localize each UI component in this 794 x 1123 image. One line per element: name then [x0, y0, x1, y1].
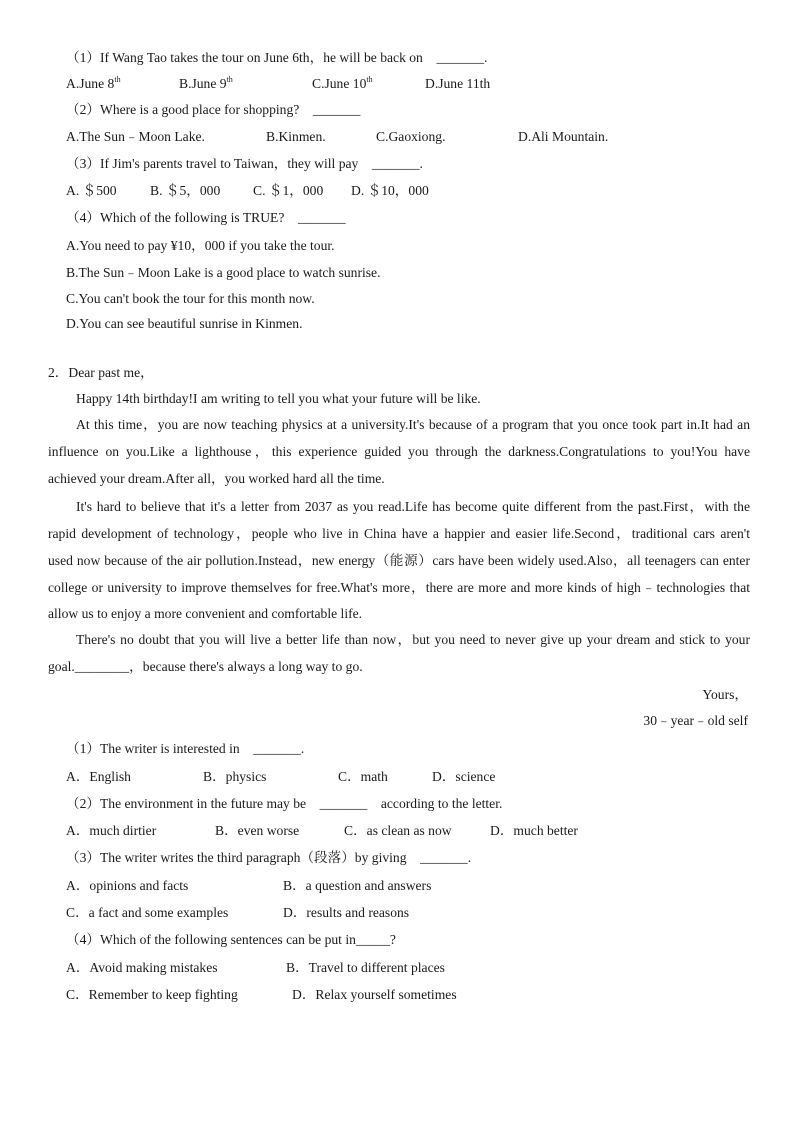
letter-paragraph-3-line-2: rapid development of technology，people who live in China have a happier and easier life.Second，traditional cars aren't	[48, 526, 750, 541]
letter-paragraph-2-line-1: At this time，you are now teaching physics at a university.It's because of a program that you once took part in.It had an	[76, 417, 750, 432]
q1-sub4-option-c: C.You can't book the tour for this month now.	[66, 291, 315, 306]
q1-sub2-option-a: A.The Sun﹣Moon Lake.	[66, 129, 205, 144]
q2-sub2-option-a: A．much dirtier	[66, 823, 157, 838]
letter-paragraph-2-line-3: achieved your dream.After all，you worked hard all the time.	[48, 471, 385, 486]
q1-sub2-option-d: D.Ali Mountain.	[518, 129, 609, 144]
q1-sub1-stem: （1）If Wang Tao takes the tour on June 6th，he will be back on _______.	[66, 50, 488, 65]
q1-sub3-option-d: D. ＄10，000	[351, 183, 429, 198]
q1-sub3-option-a: A. ＄500	[66, 183, 117, 198]
q1-sub4-option-a: A.You need to pay ¥10，000 if you take the tour.	[66, 238, 335, 253]
q1-sub3-option-b: B. ＄5，000	[150, 183, 221, 198]
q1-sub2-stem: （2）Where is a good place for shopping? _______	[66, 102, 361, 117]
q2-sub3-option-b: B．a question and answers	[283, 878, 432, 893]
letter-signature: 30﹣year﹣old self	[643, 713, 748, 728]
letter-paragraph-4-line-2: goal.________，because there's always a long way to go.	[48, 659, 363, 674]
letter-paragraph-2-line-2: influence on you.Like a lighthouse，this experience guided you through the darkness.Congratulations to you!You have	[48, 444, 750, 459]
q2-sub1-option-a: A．English	[66, 769, 131, 784]
letter-paragraph-3-line-3: used now because of the air pollution.Instead，new energy（能源）cars have been widely used.Also，all teenagers can enter	[48, 553, 750, 568]
q1-sub2-option-b: B.Kinmen.	[266, 129, 326, 144]
q2-heading: 2．Dear past me，	[48, 365, 154, 380]
q1-sub4-option-b: B.The Sun﹣Moon Lake is a good place to watch sunrise.	[66, 265, 381, 280]
q1-sub4-stem: （4）Which of the following is TRUE? _______	[66, 210, 346, 225]
q1-sub4-option-d: D.You can see beautiful sunrise in Kinmen.	[66, 316, 303, 331]
letter-paragraph-4-line-1: There's no doubt that you will live a better life than now，but you need to never give up your dream and stick to your	[76, 632, 750, 647]
q2-sub3-stem: （3）The writer writes the third paragraph（段落）by giving _______.	[66, 850, 472, 865]
q2-sub2-stem: （2）The environment in the future may be _______ according to the letter.	[66, 796, 503, 811]
letter-closing: Yours，	[702, 687, 748, 702]
q2-sub4-option-a: A．Avoid making mistakes	[66, 960, 218, 975]
q2-sub2-option-c: C．as clean as now	[344, 823, 452, 838]
q2-sub1-stem: （1）The writer is interested in _______.	[66, 741, 305, 756]
q2-sub2-option-b: B．even worse	[215, 823, 300, 838]
q2-sub1-option-d: D．science	[432, 769, 496, 784]
letter-paragraph-1: Happy 14th birthday!I am writing to tell you what your future will be like.	[76, 391, 481, 406]
letter-paragraph-3-line-1: It's hard to believe that it's a letter from 2037 as you read.Life has become quite different from the past.First，with the	[76, 499, 750, 514]
q2-sub3-option-d: D．results and reasons	[283, 905, 410, 920]
q2-sub2-option-d: D．much better	[490, 823, 578, 838]
q2-sub4-option-d: D．Relax yourself sometimes	[292, 987, 457, 1002]
q2-sub3-option-a: A．opinions and facts	[66, 878, 189, 893]
q1-sub1-option-c: C.June 10th	[312, 75, 373, 91]
q1-sub3-option-c: C. ＄1，000	[253, 183, 324, 198]
q1-sub2-option-c: C.Gaoxiong.	[376, 129, 446, 144]
q2-sub1-option-c: C．math	[338, 769, 388, 784]
q1-sub1-option-a: A.June 8th	[66, 75, 121, 91]
q2-sub4-option-b: B．Travel to different places	[286, 960, 445, 975]
letter-paragraph-3-line-5: allow us to enjoy a more convenient and comfortable life.	[48, 606, 363, 621]
q1-sub1-option-d: D.June 11th	[425, 76, 491, 91]
q1-sub3-stem: （3）If Jim's parents travel to Taiwan，they will pay _______.	[66, 156, 423, 171]
q2-sub3-option-c: C．a fact and some examples	[66, 905, 229, 920]
letter-paragraph-3-line-4: college or university to improve themselves for free.What's more，there are more and more kinds of high﹣technologies that	[48, 580, 750, 595]
q2-sub1-option-b: B．physics	[203, 769, 267, 784]
q2-sub4-stem: （4）Which of the following sentences can be put in_____?	[66, 932, 396, 947]
q1-sub1-option-b: B.June 9th	[179, 75, 233, 91]
q2-sub4-option-c: C．Remember to keep fighting	[66, 987, 238, 1002]
